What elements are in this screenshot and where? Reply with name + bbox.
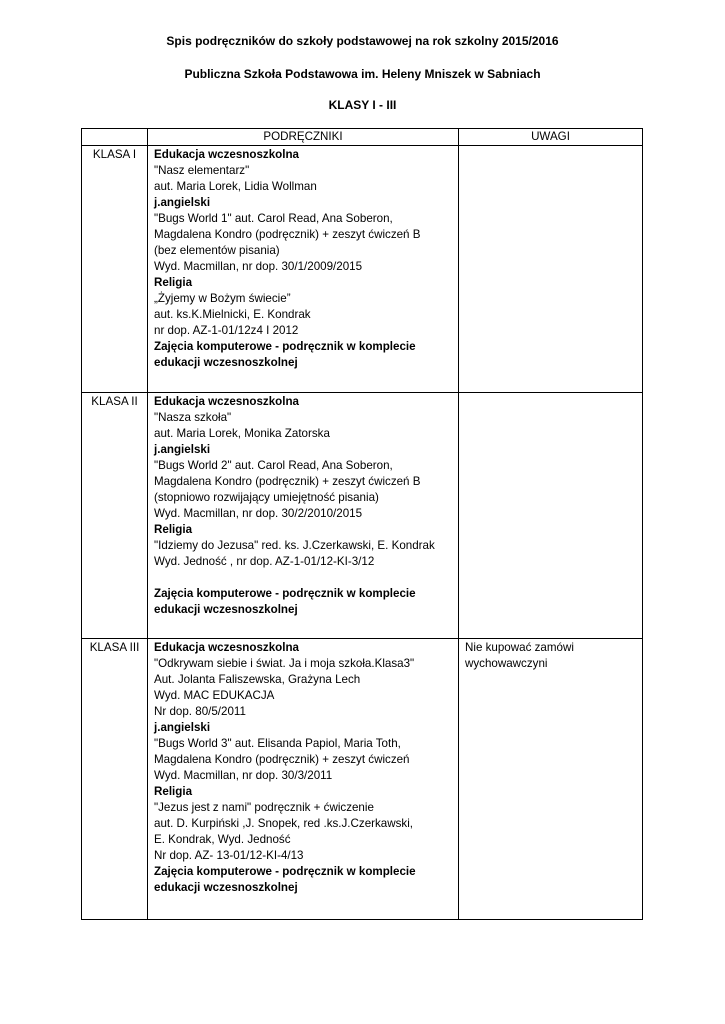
header-textbooks-cell: PODRĘCZNIKI <box>148 129 459 146</box>
subject-heading: Zajęcia komputerowe - podręcznik w komplecie <box>154 865 416 878</box>
classes-heading: KLASY I - III <box>328 98 397 112</box>
subject-heading: j.angielski <box>154 721 211 734</box>
blank-line <box>154 570 452 586</box>
textbook-line: (stopniowo rozwijający umiejętność pisania) <box>154 491 379 504</box>
textbook-line: Wyd. Jedność , nr dop. AZ-1-01/12-KI-3/12 <box>154 555 375 568</box>
textbook-line: (bez elementów pisania) <box>154 244 280 257</box>
textbook-line: Wyd. Macmillan, nr dop. 30/3/2011 <box>154 769 333 782</box>
textbook-line: Aut. Jolanta Faliszewska, Grażyna Lech <box>154 673 361 686</box>
subject-heading: j.angielski <box>154 196 211 209</box>
textbook-line: Magdalena Kondro (podręcznik) + zeszyt ćwiczeń <box>154 753 410 766</box>
subject-heading: Zajęcia komputerowe - podręcznik w komplecie <box>154 340 416 353</box>
textbooks-cell <box>148 146 459 393</box>
textbook-line: Nr dop. AZ- 13-01/12-KI-4/13 <box>154 849 304 862</box>
subject-heading: Religia <box>154 523 193 536</box>
textbook-line: "Idziemy do Jezusa" red. ks. J.Czerkawski, E. Kondrak <box>154 539 435 552</box>
textbook-line: "Odkrywam siebie i świat. Ja i moja szkoła.Klasa3" <box>154 657 415 670</box>
textbook-line: Nr dop. 80/5/2011 <box>154 705 246 718</box>
textbook-line: Wyd. Macmillan, nr dop. 30/2/2010/2015 <box>154 507 363 520</box>
textbook-line: Wyd. Macmillan, nr dop. 30/1/2009/2015 <box>154 260 363 273</box>
textbook-line: "Bugs World 2" aut. Carol Read, Ana Soberon, <box>154 459 393 472</box>
textbook-line: Magdalena Kondro (podręcznik) + zeszyt ćwiczeń B <box>154 228 421 241</box>
table-header-row <box>82 129 643 146</box>
subject-heading: Edukacja wczesnoszkolna <box>154 641 299 654</box>
textbook-line: "Bugs World 1" aut. Carol Read, Ana Soberon, <box>154 212 393 225</box>
textbook-line: Magdalena Kondro (podręcznik) + zeszyt ćwiczeń B <box>154 475 421 488</box>
table-row <box>82 146 643 393</box>
class-cell: KLASA III <box>82 639 148 920</box>
textbook-line: "Nasz elementarz" <box>154 164 250 177</box>
school-name: Publiczna Szkoła Podstawowa im. Heleny Mniszek w Sabniach <box>184 67 541 81</box>
textbook-line: aut. Maria Lorek, Lidia Wollman <box>154 180 317 193</box>
textbook-line: aut. ks.K.Mielnicki, E. Kondrak <box>154 308 311 321</box>
textbook-line: „Żyjemy w Bożym świecie” <box>154 292 291 305</box>
subject-heading: j.angielski <box>154 443 211 456</box>
subject-heading: Religia <box>154 785 193 798</box>
subject-heading: edukacji wczesnoszkolnej <box>154 603 298 616</box>
textbook-line: "Bugs World 3" aut. Elisanda Papiol, Maria Toth, <box>154 737 401 750</box>
class-cell: KLASA I <box>82 146 148 393</box>
subject-heading: edukacji wczesnoszkolnej <box>154 356 298 369</box>
textbook-line: "Jezus jest z nami" podręcznik + ćwiczenie <box>154 801 374 814</box>
textbook-line: "Nasza szkoła" <box>154 411 232 424</box>
table-row <box>82 639 643 920</box>
document-title: Spis podręczników do szkoły podstawowej na rok szkolny 2015/2016 <box>166 34 559 48</box>
notes-cell <box>459 146 643 393</box>
subject-heading: edukacji wczesnoszkolnej <box>154 881 298 894</box>
subject-heading: Religia <box>154 276 193 289</box>
subject-heading: Zajęcia komputerowe - podręcznik w komplecie <box>154 587 416 600</box>
note-line: wychowawczyni <box>465 657 548 670</box>
textbook-line: aut. Maria Lorek, Monika Zatorska <box>154 427 330 440</box>
textbook-line: nr dop. AZ-1-01/12z4 I 2012 <box>154 324 299 337</box>
header-class-cell <box>82 129 148 146</box>
textbook-table <box>81 128 643 920</box>
textbook-line: aut. D. Kurpiński ,J. Snopek, red .ks.J.Czerkawski, <box>154 817 414 830</box>
textbooks-cell <box>148 639 459 920</box>
header-notes-cell: UWAGI <box>459 129 643 146</box>
textbook-line: Wyd. MAC EDUKACJA <box>154 689 275 702</box>
notes-cell <box>459 639 643 920</box>
class-cell: KLASA II <box>82 393 148 639</box>
subject-heading: Edukacja wczesnoszkolna <box>154 395 299 408</box>
notes-cell <box>459 393 643 639</box>
table-row <box>82 393 643 639</box>
textbooks-cell <box>148 393 459 639</box>
textbook-line: E. Kondrak, Wyd. Jedność <box>154 833 291 846</box>
subject-heading: Edukacja wczesnoszkolna <box>154 148 299 161</box>
note-line: Nie kupować zamówi <box>465 641 574 654</box>
